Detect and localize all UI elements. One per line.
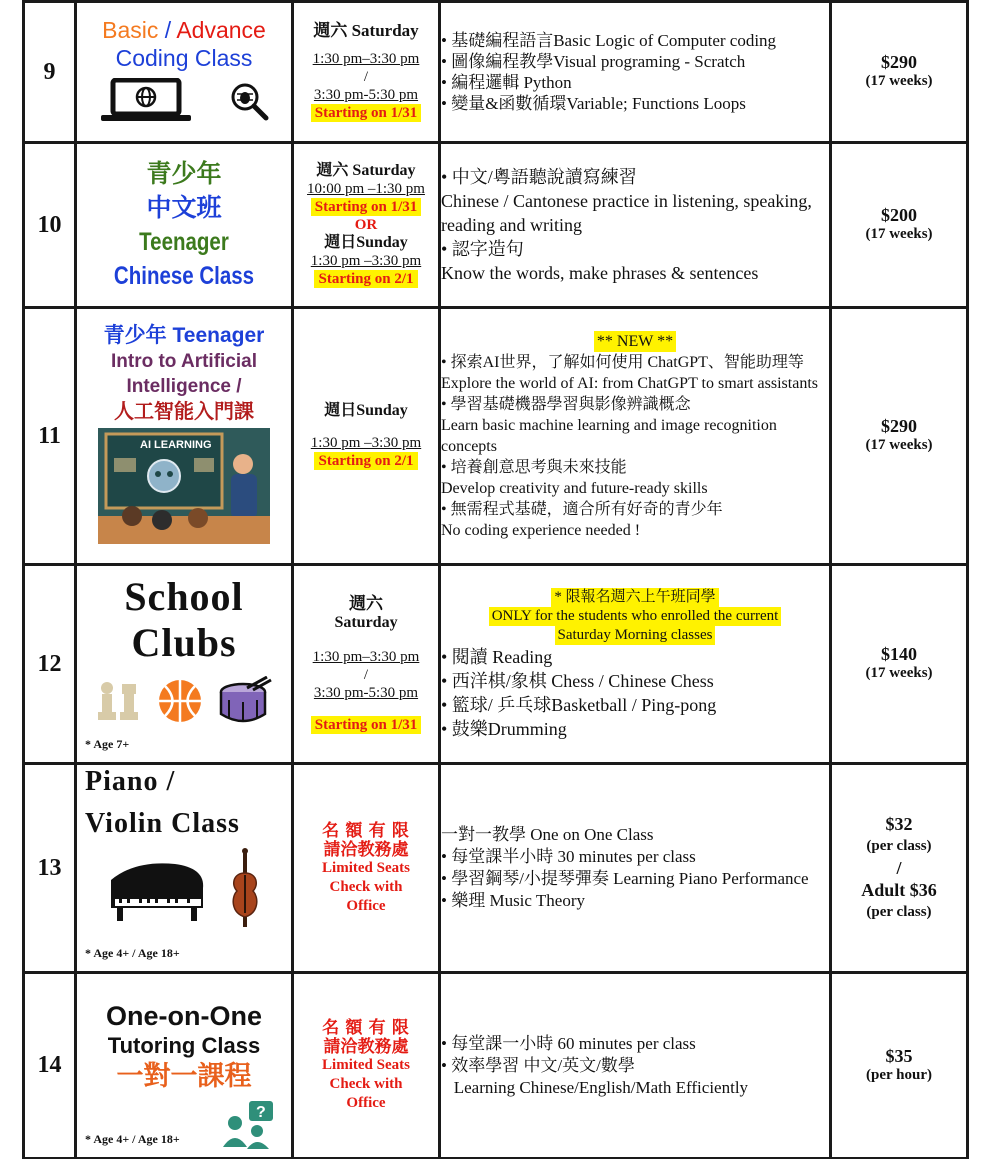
row-number: 14 [24,973,76,1159]
description-cell [440,308,831,565]
limited-notice-zh-2: 請洽教務處 [323,1037,409,1056]
course-row-12 [24,565,968,764]
course-name-cell: 青少年 Teenager Intro to Artificial Intelligence / 人工智能入門課 AI LEARNING [76,308,293,565]
desc-item: • 編程邏輯 Python [441,73,572,92]
desc-item: • 培養創意思考與未來技能 [441,459,627,476]
desc-item: • 每堂課半小時 30 minutes per class [441,847,696,866]
desc-item: Develop creativity and future-ready skills [441,480,708,497]
price-cell [831,973,968,1159]
start-date-badge: Starting on 2/1 [314,452,417,470]
new-badge: ** NEW ** [594,331,676,352]
desc-item: • 圖像編程教學Visual programing - Scratch [441,52,746,71]
violin-icon [227,847,263,933]
row-number: 10 [24,143,76,308]
time-slot-2: 3:30 pm-5:30 pm [313,685,419,701]
row-number: 13 [24,764,76,973]
course-name-cell [76,565,293,764]
desc-item: • 中文/粵語聽說讀寫練習 [441,167,637,187]
desc-item: • 樂理 Music Theory [441,891,585,910]
schedule-cell: 週六 Saturday 1:30 pm–3:30 pm / 3:30 pm-5:30 pm Starting on 1/31 [293,565,440,764]
description-cell [440,2,831,143]
limited-notice-zh-1: 名 額 有 限 [322,820,410,840]
schedule-cell: 週六 Saturday 1:30 pm–3:30 pm / 3:30 pm-5:30 pm Starting on 1/31 [293,2,440,143]
price-amount: $35 [885,1045,913,1066]
bug-magnifier-icon [229,81,269,121]
desc-item: • 認字造句 [441,239,524,259]
schedule-cell: 名 額 有 限 請洽教務處 Limited Seats Check with Office [293,973,440,1159]
course-name-cell: 青少年 中文班 Teenager Chinese Class [76,143,293,308]
course-row-14 [24,973,968,1159]
course-table [22,0,969,1159]
start-date-badge: Starting on 1/31 [311,716,422,734]
price-note: (17 weeks) [865,226,933,242]
price-amount: $290 [881,52,917,72]
price-note: (17 weeks) [865,73,933,89]
price-amount: $290 [881,416,917,436]
course-title-line2: Clubs [131,620,237,665]
basketball-icon [157,678,203,724]
time-slot-1: 1:30 pm–3:30 pm [312,51,420,67]
desc-item: Learning Chinese/English/Math Efficiently [441,1077,749,1097]
drum-icon [217,676,273,726]
img-label: AI LEARNING [140,439,212,451]
desc-item: • 每堂課一小時 60 minutes per class [441,1033,696,1053]
limited-notice-zh-2: 請洽教務處 [323,839,409,859]
laptop-globe-icon [99,78,199,124]
schedule-cell: 週六 Saturday 10:00 pm –1:30 pm Starting on 1/31 OR 週日Sunday 1:30 pm –3:30 pm Starting on 2/1 [293,143,440,308]
schedule-cell: 週日Sunday 1:30 pm –3:30 pm Starting on 2/1 [293,308,440,565]
course-row-10 [24,143,968,308]
price-amount: $32 [885,814,913,834]
course-row-13 [24,764,968,973]
svg-text:?: ? [256,1104,266,1121]
desc-item: • 效率學習 中文/英文/數學 [441,1055,635,1075]
time-slot-1: 1:30 pm–3:30 pm [312,649,420,665]
price-amount: $140 [881,644,917,664]
price-cell [831,2,968,143]
row-number: 9 [24,2,76,143]
desc-item: No coding experience needed ! [441,522,641,539]
desc-item: Chinese / Cantonese practice in listening, speaking, reading and writing [441,191,812,235]
time-slot-2: 3:30 pm-5:30 pm [313,87,419,103]
start-date-badge: Starting on 2/1 [314,270,417,288]
description-cell [440,143,831,308]
row-number: 11 [24,308,76,565]
price-note: (per class) [866,904,932,920]
adult-price: Adult $36 [861,880,937,900]
course-row-11 [24,308,968,565]
price-cell: $32 (per class) / Adult $36 (per class) [831,764,968,973]
price-cell [831,308,968,565]
course-title-line2: Coding Class [115,45,253,71]
start-date-badge: Starting on 1/31 [311,104,422,122]
ai-classroom-illustration [98,428,270,544]
desc-item: Learn basic machine learning and image recognition concepts [441,417,777,455]
course-title-advance: Advance [176,17,266,43]
price-cell [831,565,968,764]
course-name-cell: One-on-One Tutoring Class 一對一課程 ? * Age 4+ / Age 18+ [76,973,293,1159]
desc-item: • 學習基礎機器學習與影像辨識概念 [441,396,691,413]
age-note: * Age 4+ / Age 18+ [85,1132,180,1146]
desc-item: • 變量&函數循環Variable; Functions Loops [441,94,746,113]
price-amount: $200 [881,205,917,225]
desc-item: Know the words, make phrases & sentences [441,263,759,283]
course-name-cell: Basic / Advance Coding Class [76,2,293,143]
price-note: (per class) [866,838,932,854]
row-number: 12 [24,565,76,764]
course-title-basic: Basic [102,17,159,43]
description-cell: * 限報名週六上午班同學 ONLY for the students who enrolled the current Saturday Morning classes • 閱讀 Reading • 西洋棋/象棋 Chess / Chinese Chess • 籃球/ 乒乓球Basketball / Ping-pong • 鼓樂Drumming [440,565,831,764]
desc-item: • 閱讀 Reading [441,646,553,667]
course-title-line1: School [124,574,244,619]
grand-piano-icon [105,858,209,922]
price-note: (17 weeks) [865,665,933,681]
age-note: * Age 4+ / Age 18+ [85,946,180,960]
desc-item: • 基礎編程語言Basic Logic of Computer coding [441,31,777,50]
price-cell [831,143,968,308]
course-name-cell: Piano / Violin Class * Age 4+ / Age 18+ [76,764,293,973]
desc-item: • 西洋棋/象棋 Chess / Chinese Chess [441,670,714,691]
desc-item: • 無需程式基礎，適合所有好奇的青少年 [441,501,723,518]
desc-item: 一對一教學 One on One Class [441,825,654,844]
chess-pieces-icon [95,680,143,722]
tutoring-question-icon [223,1099,275,1149]
desc-item: • 籃球/ 乒乓球Basketball / Ping-pong [441,694,717,715]
schedule-cell: 名 額 有 限 請洽教務處 Limited Seats Check with Office [293,764,440,973]
desc-item: • 鼓樂Drumming [441,718,567,739]
start-date-badge: Starting on 1/31 [311,198,422,216]
desc-item: • 探索AI世界，了解如何使用 ChatGPT、智能助理等 Explore the world of AI: from ChatGPT to smart assistants [441,354,818,392]
price-note: (17 weeks) [865,437,933,453]
course-row-9 [24,2,968,143]
description-cell [440,973,831,1159]
description-cell [440,764,831,973]
price-note: (per hour) [866,1066,932,1083]
desc-item: • 學習鋼琴/小提琴彈奏 Learning Piano Performance [441,869,809,888]
limited-notice-zh-1: 名 額 有 限 [322,1018,410,1037]
age-note: * Age 7+ [85,737,130,751]
enrollment-notice: * 限報名週六上午班同學 [551,588,718,607]
